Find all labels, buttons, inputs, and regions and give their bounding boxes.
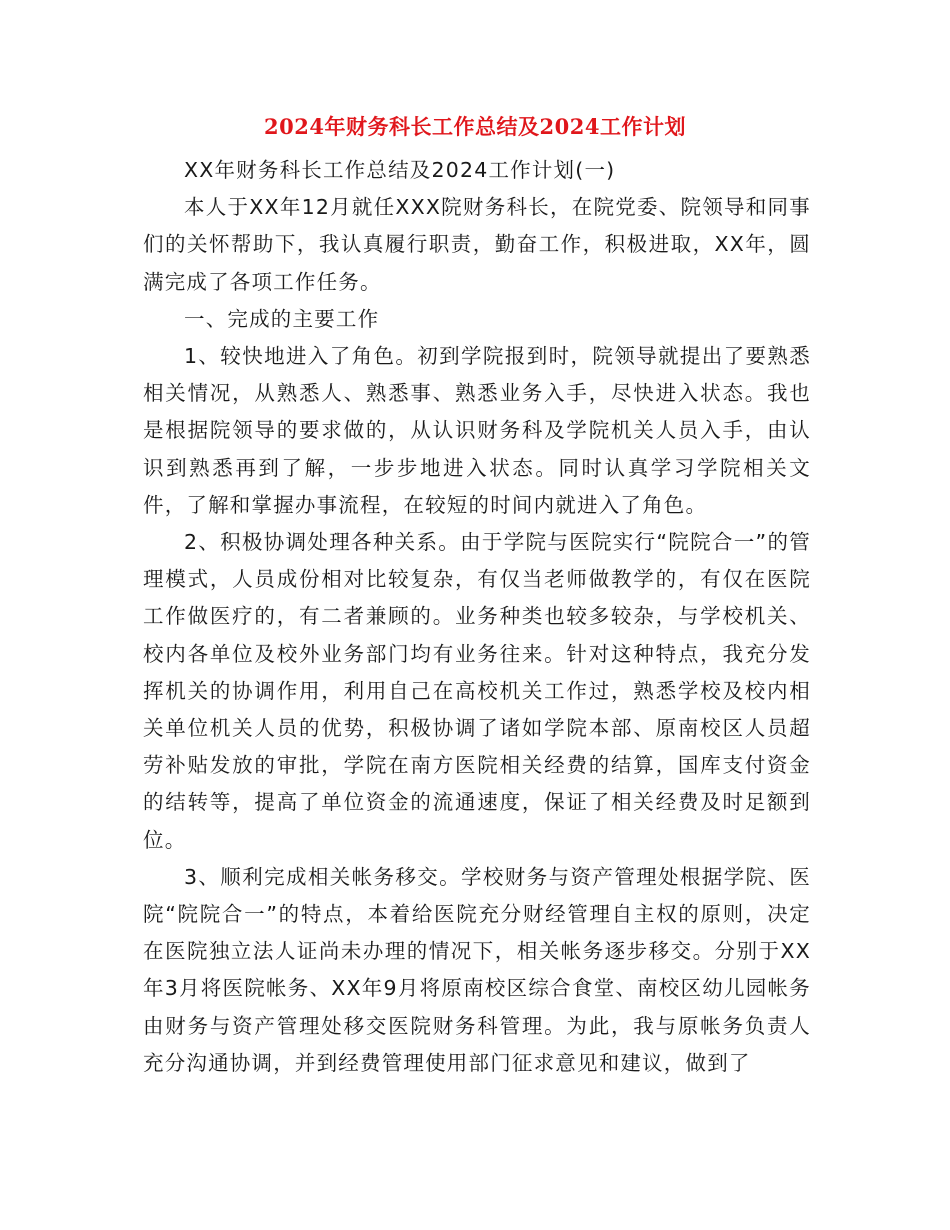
paragraph-item-1: 1、较快地进入了角色。初到学院报到时，院领导就提出了要熟悉相关情况，从熟悉人、熟悉事、熟悉业务入手，尽快进入状态。我也是根据院领导的要求做的，从认识财务科及学院机关人员入手，由认识到熟悉再到了解，一步步地进入状态。同时认真学习学院相关文件，了解和掌握办事流程，在较短的时间内就进入了角色。: [143, 344, 811, 517]
paragraph-subtitle: XX年财务科长工作总结及2024工作计划(一): [184, 158, 616, 182]
document-body: [143, 152, 811, 1082]
section-heading: 一、完成的主要工作: [184, 306, 380, 331]
paragraph-intro: 本人于XX年12月就任XXX院财务科长，在院党委、院领导和同事们的关怀帮助下，我认真履行职责，勤奋工作，积极进取，XX年，圆满完成了各项工作任务。: [143, 195, 811, 294]
document-title: 2024年财务科长工作总结及2024工作计划: [264, 114, 686, 139]
paragraph-item-2: 2、积极协调处理各种关系。由于学院与医院实行“院院合一”的管理模式，人员成份相对比较复杂，有仅当老师做教学的，有仅在医院工作做医疗的，有二者兼顾的。业务种类也较多较杂，与学校机关、校内各单位及校外业务部门均有业务往来。针对这种特点，我充分发挥机关的协调作用，利用自己在高校机关工作过，熟悉学校及校内相关单位机关人员的优势，积极协调了诸如学院本部、原南校区人员超劳补贴发放的审批，学院在南方医院相关经费的结算，国库支付资金的结转等，提高了单位资金的流通速度，保证了相关经费及时足额到位。: [143, 530, 811, 852]
paragraph-item-3: 3、顺利完成相关帐务移交。学校财务与资产管理处根据学院、医院“院院合一”的特点，本着给医院充分财经管理自主权的原则，决定在医院独立法人证尚未办理的情况下，相关帐务逐步移交。分别于XX年3月将医院帐务、XX年9月将原南校区综合食堂、南校区幼儿园帐务由财务与资产管理处移交医院财务科管理。为此，我与原帐务负责人充分沟通协调，并到经费管理使用部门征求意见和建议，做到了: [143, 864, 811, 1075]
